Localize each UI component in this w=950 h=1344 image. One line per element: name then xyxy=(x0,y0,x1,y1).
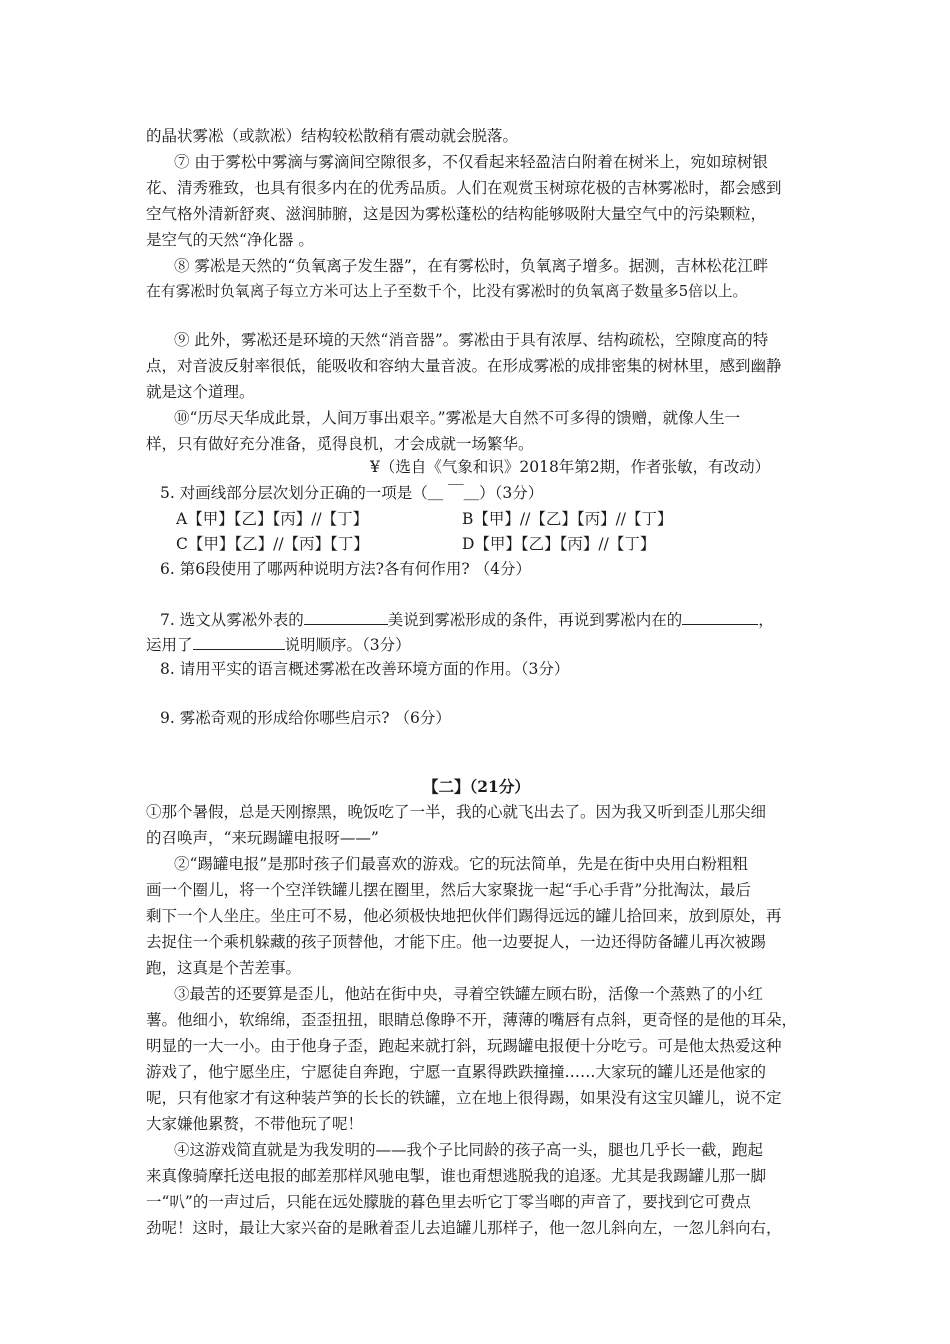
paragraph-9-line-1: ⑨ 此外，雾凇还是环境的天然“消音器”。雾凇由于具有浓厚、结构疏松，空隙度高的特 xyxy=(174,331,769,349)
question-7-text-a: 7. 选文从雾凇外表的 xyxy=(160,611,304,629)
paragraph-7-line-2: 花、清秀雅致，也具有很多内在的优秀品质。人们在观赏玉树琼花极的吉林雾凇时，都会感到 xyxy=(146,179,782,197)
answer-blank-3[interactable] xyxy=(193,634,285,650)
s2-paragraph-3-line-4: 游戏了，他宁愿坐庄，宁愿徒自奔跑，宁愿一直累得跌跌撞撞……大家玩的罐儿还是他家的 xyxy=(146,1063,767,1081)
question-5: 5. 对画线部分层次划分正确的一项是（＿ ￣＿）（3分） xyxy=(160,484,544,502)
question-5-option-a: A【甲】【乙】【丙】//【丁】 xyxy=(176,510,369,528)
s2-paragraph-2-line-1: ②“踢罐电报”是那时孩子们最喜欢的游戏。它的玩法简单，先是在街中央用白粉粗粗 xyxy=(174,855,748,873)
paragraph-9-line-3: 就是这个道理。 xyxy=(146,383,255,401)
paragraph-10-line-1: ⑩“历尽天华成此景，人间万事出艰辛。”雾凇是大自然不可多得的馈赠，就像人生一 xyxy=(174,409,741,427)
s2-paragraph-3-line-2: 薯。他细小，软绵绵，歪歪扭扭，眼睛总像睁不开，薄薄的嘴唇有点斜，更奇怪的是他的耳朵， xyxy=(146,1011,798,1029)
question-7-text-c: ， xyxy=(758,611,774,629)
question-7-text-d: 运用了 xyxy=(146,636,193,654)
question-7-line-1 xyxy=(160,609,774,630)
question-9: 9. 雾凇奇观的形成给你哪些启示? （6分） xyxy=(160,709,451,727)
paragraph-10-line-2: 样，只有做好充分准备，觅得良机，才会成就一场繁华。 xyxy=(146,435,534,453)
s2-paragraph-3-line-3: 明显的一大一小。由于他身子歪，跑起来就打斜，玩踢罐电报便十分吃亏。可是他太热爱这种 xyxy=(146,1037,782,1055)
paragraph-8-line-2: 在有雾凇时负氧离子每立方米可达上子至数千个，比没有雾凇时的负氧离子数量多5倍以上。 xyxy=(146,283,748,300)
answer-blank-1[interactable] xyxy=(304,609,388,625)
s2-paragraph-4-line-2: 来真像骑摩托送电报的邮差那样风驰电掣，谁也甭想逃脱我的追逐。尤其是我踢罐儿那一脚 xyxy=(146,1167,767,1185)
paragraph-7-line-3: 空气格外清新舒爽、滋润肺腑，这是因为雾松蓬松的结构能够吸附大量空气中的污染颗粒， xyxy=(146,205,767,223)
s2-paragraph-4-line-1: ④这游戏简直就是为我发明的——我个子比同龄的孩子高一头，腿也几乎长一截，跑起 xyxy=(174,1141,764,1159)
paragraph-7-line-4: 是空气的天然“净化器 。 xyxy=(146,231,314,249)
answer-blank-2[interactable] xyxy=(682,609,758,625)
s2-paragraph-2-line-3: 剩下一个人坐庄。坐庄可不易，他必须极快地把伙伴们踢得远远的罐儿拾回来，放到原处，再 xyxy=(146,907,782,925)
paragraph-7-line-1: ⑦ 由于雾松中雾滴与雾滴间空隙很多，不仅看起来轻盈洁白附着在树米上，宛如琼树银 xyxy=(174,153,768,171)
passage-line: 的晶状雾凇（或款凇）结构较松散稍有震动就会脱落。 xyxy=(146,127,519,145)
question-8: 8. 请用平实的语言概述雾凇在改善环境方面的作用。（3分） xyxy=(160,660,570,678)
s2-paragraph-3-line-6: 大家嫌他累赘，不带他玩了呢！ xyxy=(146,1115,364,1133)
question-6: 6. 第6段使用了哪两种说明方法?各有何作用? （4分） xyxy=(160,560,531,578)
s2-paragraph-3-line-5: 呢，只有他家才有这种装芦笋的长长的铁罐，立在地上很得踢，如果没有这宝贝罐儿，说不定 xyxy=(146,1089,782,1107)
question-7-line-2 xyxy=(146,634,411,655)
s2-paragraph-2-line-2: 画一个圈儿，将一个空洋铁罐儿摆在圈里，然后大家聚拢一起“手心手背”分批淘汰，最后 xyxy=(146,881,751,899)
s2-paragraph-3-line-1: ③最苦的还要算是歪儿，他站在街中央，寻着空铁罐左顾右盼，活像一个蒸熟了的小红 xyxy=(174,985,764,1003)
s2-paragraph-4-line-3: 一“叭”的一声过后，只能在远处朦胧的暮色里去听它丁零当啷的声音了，要找到它可费点 xyxy=(146,1193,751,1211)
s2-paragraph-2-line-5: 跑，这真是个苦差事。 xyxy=(146,959,302,977)
s2-paragraph-1-line-1: ①那个暑假，总是天刚擦黑，晚饭吃了一半，我的心就飞出去了。因为我又听到歪儿那尖细 xyxy=(146,803,767,821)
question-5-option-b: B【甲】//【乙】【丙】//【丁】 xyxy=(462,510,673,528)
s2-paragraph-4-line-4: 劲呢！这时，最让大家兴奋的是瞅着歪儿去追罐儿那样子，他一忽儿斜向左，一忽儿斜向右， xyxy=(146,1219,782,1237)
section-2-heading: 【二】（21分） xyxy=(423,777,530,796)
question-5-option-c: C【甲】【乙】//【丙】【丁】 xyxy=(176,535,369,553)
question-7-text-e: 说明顺序。（3分） xyxy=(284,636,411,654)
source-citation: ¥（选自《气象和识》2018年第2期，作者张敏，有改动） xyxy=(370,458,771,476)
question-5-option-d: D【甲】【乙】【丙】//【丁】 xyxy=(462,535,656,553)
s2-paragraph-1-line-2: 的召唤声，“来玩踢罐电报呀——” xyxy=(146,829,379,847)
s2-paragraph-2-line-4: 去捉住一个乘机躲藏的孩子顶替他，才能下庄。他一边要捉人，一边还得防备罐儿再次被踢 xyxy=(146,933,767,951)
question-7-text-b: 美说到雾凇形成的条件，再说到雾凇内在的 xyxy=(387,611,683,629)
paragraph-8-line-1: ⑧ 雾凇是天然的“负氧离子发生器”，在有雾松时，负氧离子增多。据测，吉林松花江畔 xyxy=(174,257,769,275)
paragraph-9-line-2: 点，对音波反射率很低，能吸收和容纳大量音波。在形成雾凇的成排密集的树林里，感到幽静 xyxy=(146,357,782,375)
